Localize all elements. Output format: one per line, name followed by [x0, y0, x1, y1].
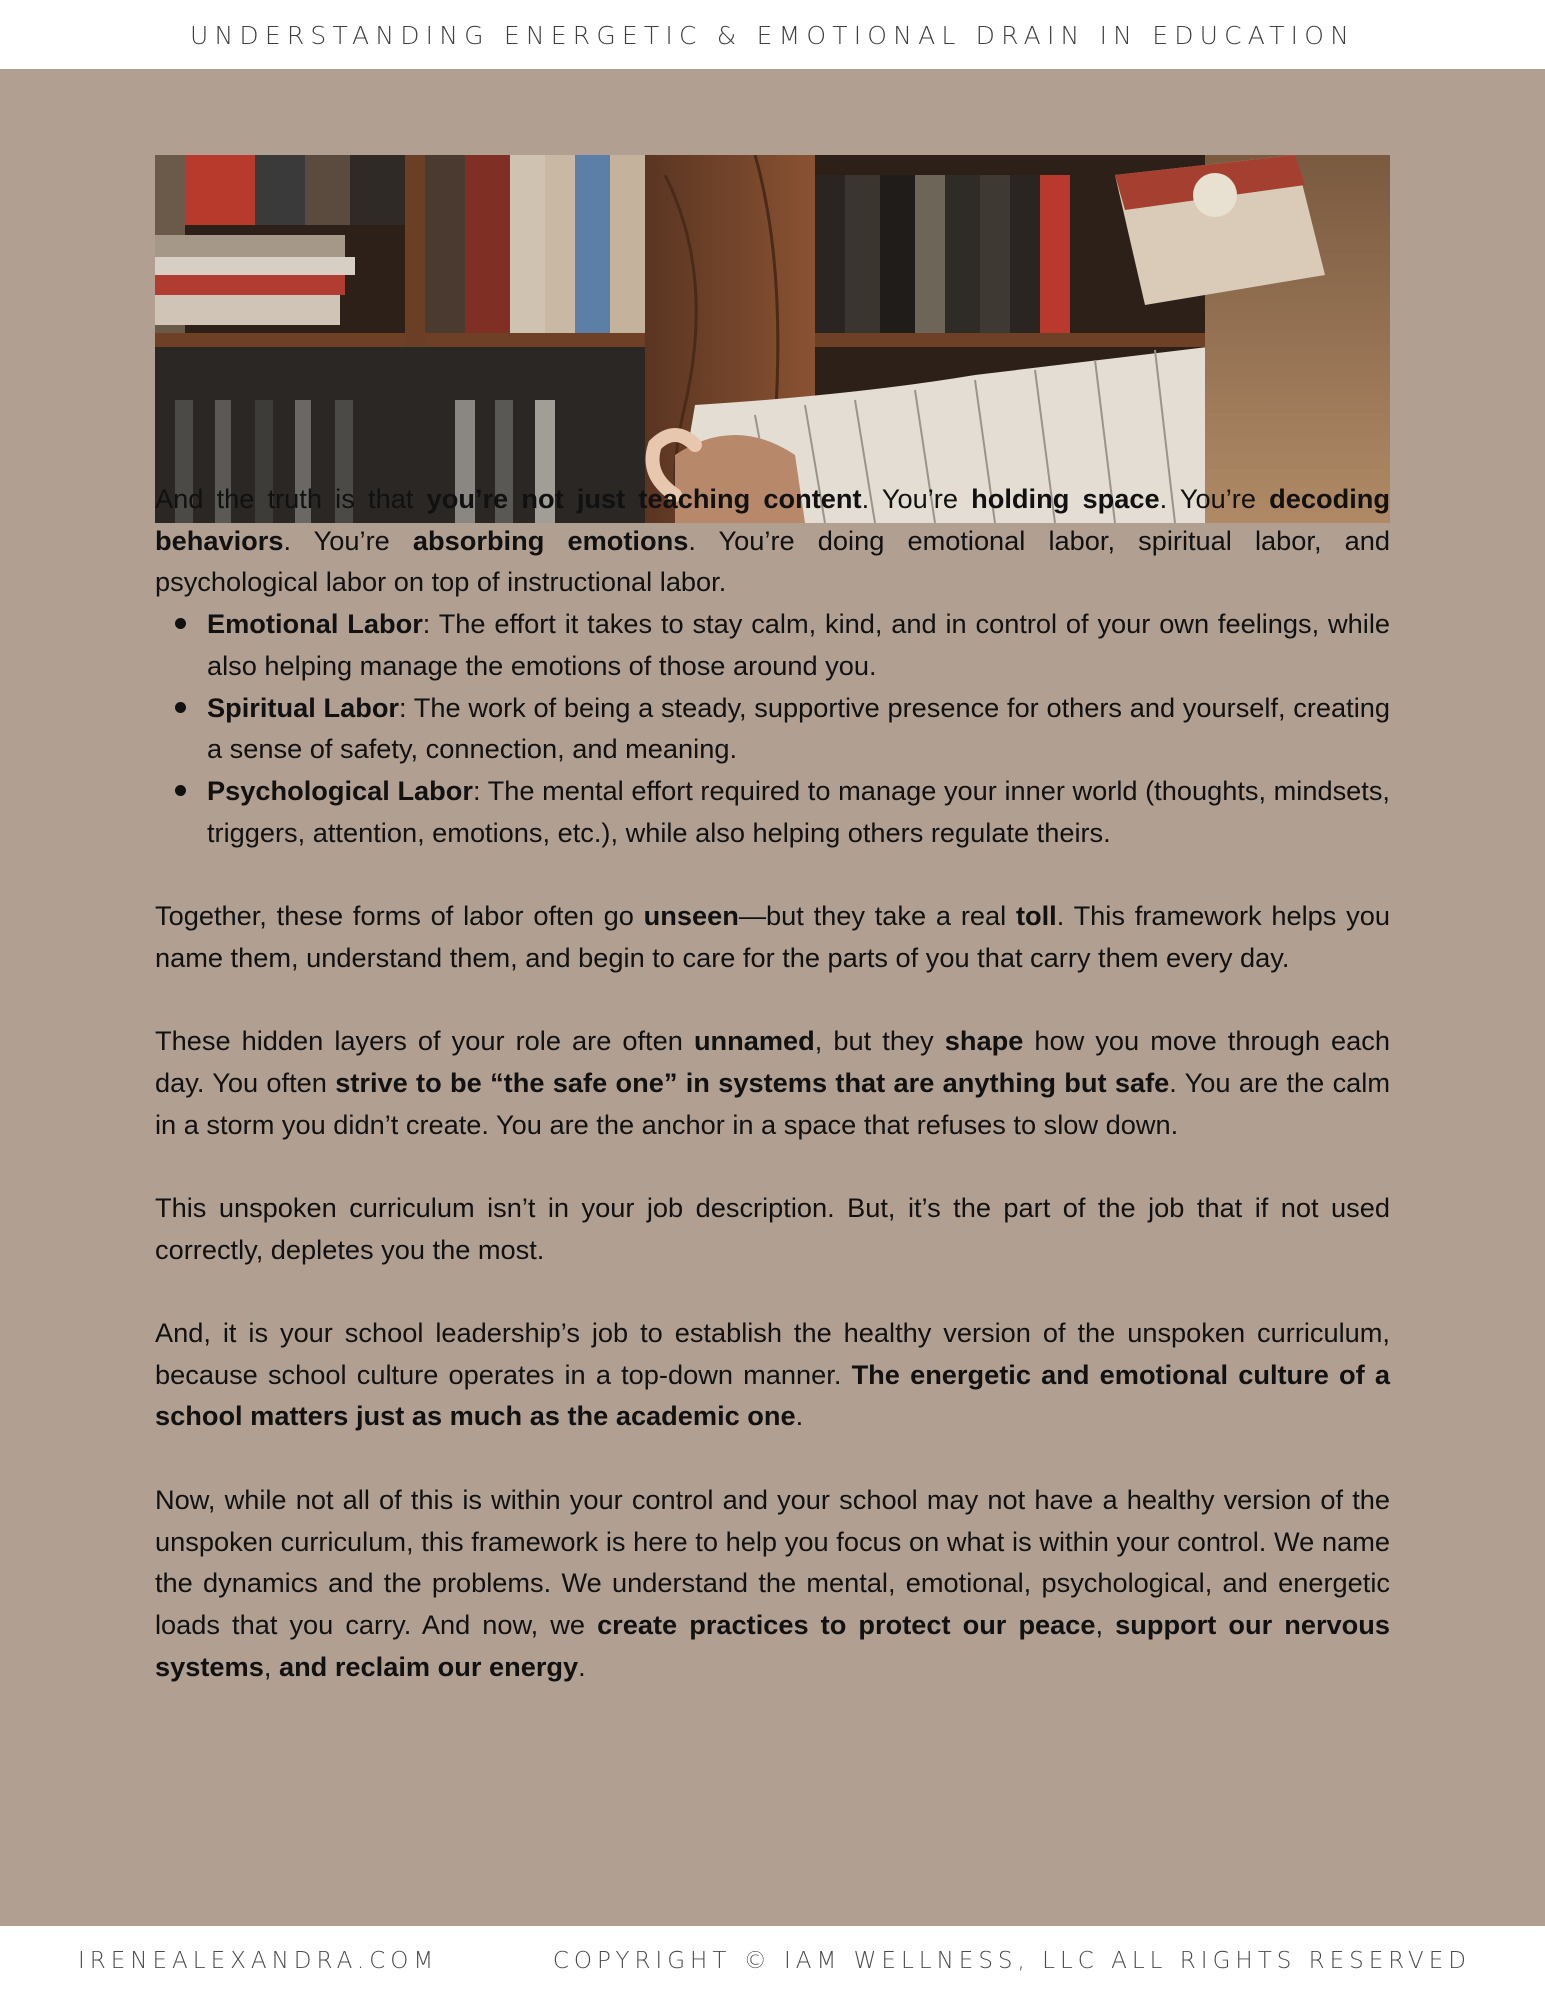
intro-paragraph: And the truth is that you’re not just teaching content. You’re holding space. You’re decoding behaviors. You’re absorbing emotions. You’re doing emotional labor, spiritual labor, and psychological labor on top of instructional labor. [155, 483, 1391, 598]
paragraph-hidden-layers: These hidden layers of your role are often unnamed, but they shape how you move through each day. You often strive to be “the safe one” in systems that are anything but safe. You are the calm in a storm you didn’t create. You are the anchor in a space that refuses to slow down. [155, 1025, 1391, 1140]
body-text [155, 478, 1390, 1687]
paragraph-framework-focus: Now, while not all of this is within your control and your school may not have a healthy version of the unspoken curriculum, this framework is here to help you focus on what is within your control. We name the dynamics and the problems. We understand the mental, emotional, psychological, and energetic loads that you carry. And now, we create practices to protect our peace, support our nervous systems, and reclaim our energy. [155, 1483, 1390, 1682]
paragraph-unseen-toll: Together, these forms of labor often go unseen—but they take a real toll. This framework helps you name them, understand them, and begin to care for the parts of you that carry them every day. [155, 900, 1391, 973]
paragraph-school-leadership: And, it is your school leadership’s job to establish the healthy version of the unspoken curriculum, because school culture operates in a top-down manner. The energetic and emotional culture of a school matters just as much as the academic one. [155, 1317, 1390, 1432]
page-footer [0, 1926, 1545, 2000]
page-title: UNDERSTANDING ENERGETIC & EMOTIONAL DRAIN IN EDUCATION [190, 21, 1355, 50]
page-header [0, 0, 1545, 69]
footer-copyright: COPYRIGHT © IAM WELLNESS, LLC ALL RIGHTS RESERVED [552, 1948, 1471, 1974]
list-item: Spiritual Labor: The work of being a steady, supportive presence for others and yourself, creating a sense of safety, connection, and meaning. [207, 687, 1390, 770]
bookshelf-photo-illustration [155, 155, 1390, 523]
footer-website-link[interactable]: IRENEALEXANDRA.COM [78, 1948, 439, 1974]
labor-list [155, 603, 1390, 853]
paragraph-unspoken-curriculum: This unspoken curriculum isn’t in your job description. But, it’s the part of the job that if not used correctly, depletes you the most. [155, 1191, 1390, 1265]
hero-photo [155, 155, 1390, 523]
list-item: Emotional Labor: The effort it takes to stay calm, kind, and in control of your own feelings, while also helping manage the emotions of those around you. [207, 603, 1390, 686]
list-item: Psychological Labor: The mental effort required to manage your inner world (thoughts, mindsets, triggers, attention, emotions, etc.), while also helping others regulate theirs. [207, 770, 1390, 853]
